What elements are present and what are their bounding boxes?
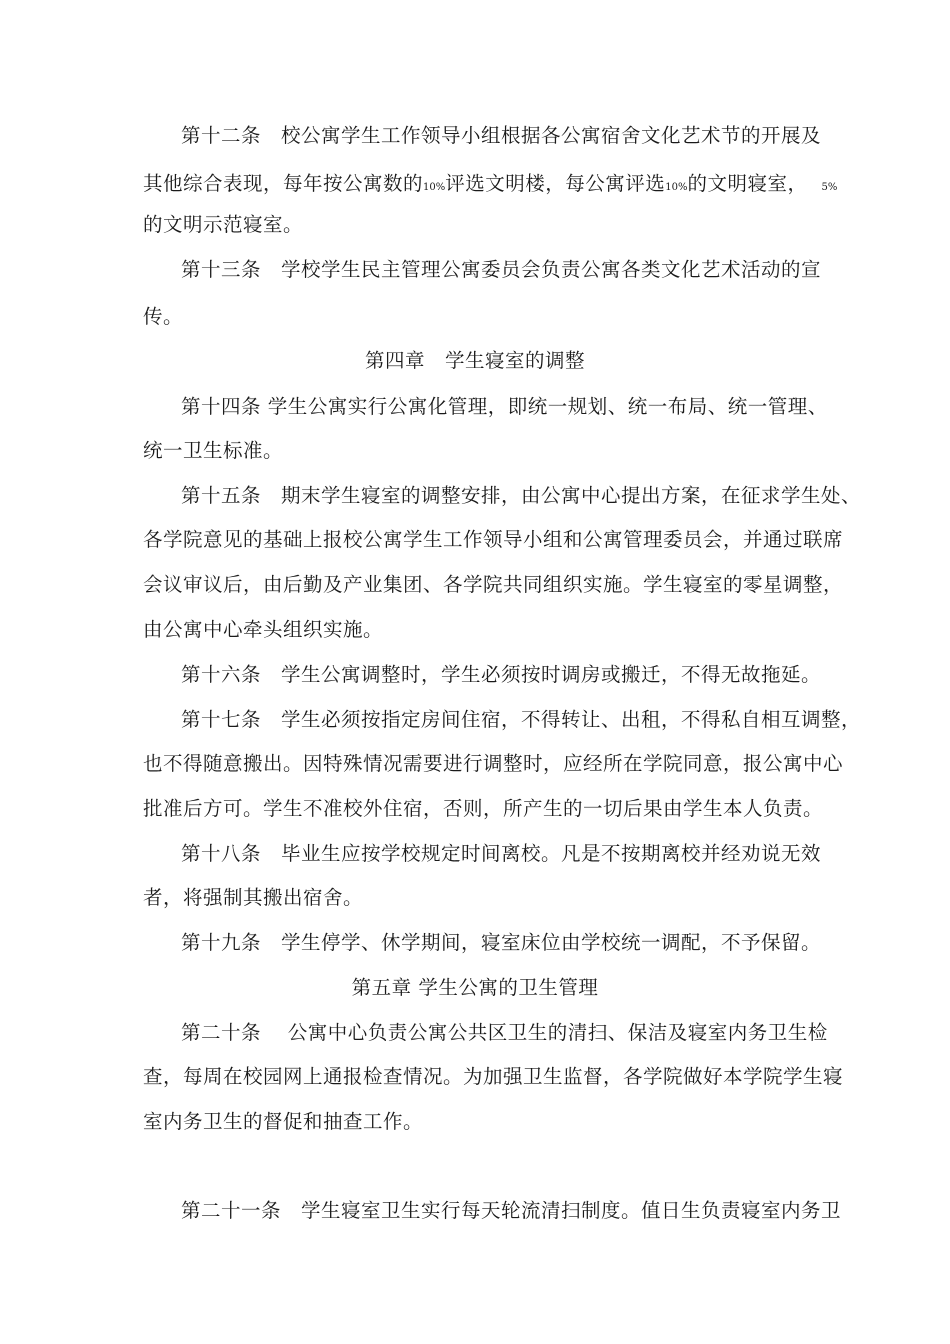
article-15-line-1: 第十五条 期末学生寝室的调整安排，由公寓中心提出方案，在征求学生处、 (181, 484, 862, 507)
article-20-line-3: 室内务卫生的督促和抽查工作。 (143, 1110, 424, 1133)
article-21-line-1: 第二十一条 学生寝室卫生实行每天轮流清扫制度。值日生负责寝室内务卫 (181, 1199, 842, 1222)
article-17-line-2: 也不得随意搬出。因特殊情况需要进行调整时，应经所在学院同意，报公寓中心 (143, 752, 844, 775)
article-20-line-2: 查，每周在校园网上通报检查情况。为加强卫生监督，各学院做好本学院学生寝 (143, 1065, 844, 1088)
chapter-4-heading: 第四章 学生寝室的调整 (364, 349, 585, 372)
article-12-line-2-part-b: 评选文明楼，每公寓评选 (445, 172, 666, 195)
article-15-line-3: 会议审议后，由后勤及产业集团、各学院共同组织实施。学生寝室的零星调整， (143, 573, 844, 596)
article-12-line-2-part-c: 的文明寝室， (687, 172, 808, 195)
article-13-line-2: 传。 (143, 305, 184, 328)
article-17-line-1: 第十七条 学生必须按指定房间住宿，不得转让、出租，不得私自相互调整， (181, 708, 862, 731)
article-20-line-1: 第二十条 公寓中心负责公寓公共区卫生的清扫、保洁及寝室内务卫生检 (181, 1021, 828, 1044)
article-13-line-1: 第十三条 学校学生民主管理公寓委员会负责公寓各类文化艺术活动的宣 (181, 258, 822, 281)
article-14-line-2: 统一卫生标准。 (143, 439, 284, 462)
percent-10-b: 10% (665, 182, 688, 193)
percent-10-a: 10% (423, 182, 446, 193)
article-12-line-1: 第十二条 校公寓学生工作领导小组根据各公寓宿舍文化艺术节的开展及 (181, 124, 822, 147)
article-12-line-3: 的文明示范寝室。 (143, 213, 304, 236)
article-12-line-2 (143, 172, 837, 200)
article-18-line-1: 第十八条 毕业生应按学校规定时间离校。凡是不按期离校并经劝说无效 (181, 842, 822, 865)
article-15-line-2: 各学院意见的基础上报校公寓学生工作领导小组和公寓管理委员会，并通过联席 (143, 528, 844, 551)
percent-5: 5% (821, 182, 838, 193)
article-14-line-1: 第十四条 学生公寓实行公寓化管理，即统一规划、统一布局、统一管理、 (181, 395, 828, 418)
article-17-line-3: 批准后方可。学生不准校外住宿，否则，所产生的一切后果由学生本人负责。 (143, 797, 824, 820)
article-12-line-2-part-a: 其他综合表现，每年按公寓数的 (143, 172, 424, 195)
article-16-line-1: 第十六条 学生公寓调整时，学生必须按时调房或搬迁，不得无故拖延。 (181, 663, 822, 686)
article-15-line-4: 由公寓中心牵头组织实施。 (143, 618, 384, 641)
article-18-line-2: 者，将强制其搬出宿舍。 (143, 886, 364, 909)
chapter-5-heading: 第五章 学生公寓的卫生管理 (351, 976, 599, 999)
article-19-line-1: 第十九条 学生停学、休学期间，寝室床位由学校统一调配，不予保留。 (181, 931, 822, 954)
